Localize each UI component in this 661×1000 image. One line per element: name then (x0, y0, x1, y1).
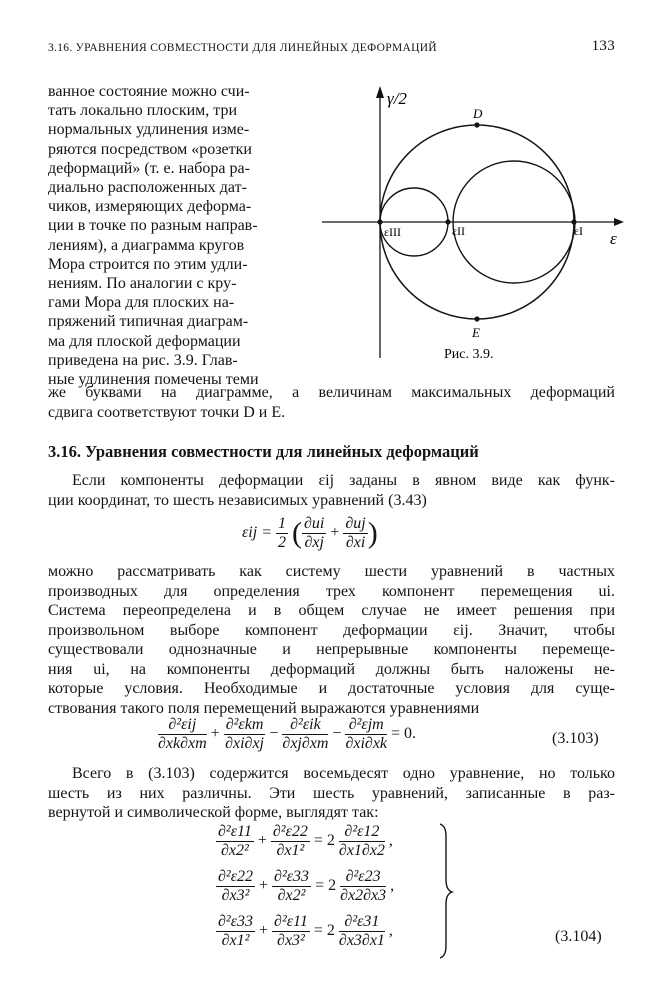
text-line: Мора строится по этим удли- (48, 255, 248, 273)
label-e: E (472, 325, 480, 340)
figure-caption: Рис. 3.9. (444, 347, 494, 362)
system-brace (436, 822, 456, 960)
text-line: ные удлинения помечены теми (48, 371, 259, 389)
text-line: деформаций» (т. е. набора ра- (48, 159, 250, 177)
page-number: 133 (591, 38, 615, 54)
text-line: шесть из них различны. Эти шесть уравнений, записанные в раз- (48, 784, 615, 802)
text-line: же буквами на диаграмме, а величинам максимальных деформаций (48, 384, 615, 401)
text-line: ма для плоской деформации (48, 332, 241, 350)
text-line: ции в точке по разным направ- (48, 217, 258, 235)
equation-number-3-104: (3.104) (555, 928, 602, 945)
text-line: ния ui, на компоненты деформаций должны быть наложены не- (48, 660, 615, 678)
label-d: D (473, 106, 483, 121)
point-d (474, 122, 479, 127)
equation-3-104-row-1: $\frac{\text{∂²ε11}}{\text{∂x2²}}$ + $\frac{\text{∂²ε22}}{\text{∂x1²}}$ = 2 $\frac{\text{∂²ε12}}{\partial x1\partial x2}$ , (218, 823, 393, 859)
text-line: тать локально плоским, три (48, 102, 238, 120)
text-line: нениям. По аналогии с кру- (48, 275, 237, 293)
continued-paragraph (48, 383, 615, 422)
text-line: ванное состояние можно счи- (48, 83, 250, 100)
text-line: Система переопределена и в общем случае не имеет решения при (48, 602, 615, 619)
running-header (48, 38, 615, 60)
paragraph-3 (48, 764, 615, 823)
text-line: ряются посредством «розетки (48, 140, 252, 158)
label-e2: εII (452, 224, 466, 238)
text-line: можно рассматривать как систему шести уравнений в частных (48, 563, 615, 580)
text-line: производных для определения трех компонент перемещения ui. (48, 582, 615, 600)
equation-number-3-103: (3.103) (552, 730, 599, 747)
text-line: Если компоненты деформации εij заданы в явном виде как функ- (72, 472, 615, 489)
paragraph-2 (48, 562, 615, 718)
text-line: вернутой и символической форме, выглядят так: (48, 804, 379, 821)
text-line: гами Мора для плоских на- (48, 294, 235, 312)
point-e3 (377, 219, 382, 224)
text-line: существовали однозначные и непрерывные компоненты перемеще- (48, 641, 615, 658)
x-axis-arrow (614, 218, 624, 226)
wrapped-paragraph (48, 82, 303, 389)
equation-3-43: εij = $\frac{1}{2}$ ( $\frac{\partial ui}{\partial xj}$ + $\frac{\partial uj}{\partial xi}$ ) (242, 515, 378, 551)
text-line: произвольном выборе компонент деформации εij. Значит, чтобы (48, 621, 615, 639)
text-line: диально расположенных дат- (48, 179, 247, 197)
equation-3-104-row-2: $\frac{\text{∂²ε22}}{\text{∂x3²}}$ + $\frac{\text{∂²ε33}}{\text{∂x2²}}$ = 2 $\frac{\text{∂²ε23}}{\partial x2\partial x3}$ , (218, 868, 395, 904)
label-e3: εIII (384, 225, 402, 239)
text-line: которые условия. Необходимые и достаточные условия для суще- (48, 680, 615, 697)
equation-3-103: $\frac{\text{∂²εij}}{\partial xk\partial xm}$ + $\frac{\text{∂²εkm}}{\partial xi\partial xj}$ − $\frac{\text{∂²εik}}{\partial xj\partial xm}$ − $\frac{\text{∂²εjm}}{\partial xi\partial xk}$ = 0. (158, 716, 417, 752)
paragraph-1 (48, 471, 615, 510)
text-line: чиков, измеряющих деформа- (48, 198, 252, 216)
y-axis-label: γ/2 (387, 89, 407, 108)
point-e (474, 316, 479, 321)
text-line: ствования такого поля перемещений выражаются уравнениями (48, 699, 480, 717)
eq-lhs: εij = (242, 524, 272, 542)
text-line: лениям), а диаграмма кругов (48, 236, 245, 254)
text-line: приведена на рис. 3.9. Глав- (48, 351, 238, 369)
label-e1: εI (574, 224, 584, 238)
text-line: ции координат, то шесть независимых уравнений (3.43) (48, 491, 427, 509)
fraction-dui-dxj: $\frac{\partial ui}{\partial xj}$ (304, 515, 325, 551)
y-axis-arrow (376, 86, 384, 98)
x-axis-label: ε (610, 229, 617, 248)
equation-3-104-row-3: $\frac{\text{∂²ε33}}{\text{∂x1²}}$ + $\frac{\text{∂²ε11}}{\text{∂x3²}}$ = 2 $\frac{\text{∂²ε31}}{\partial x3\partial x1}$ , (218, 913, 393, 949)
text-line: нормальных удлинения изме- (48, 121, 250, 139)
section-title: 3.16. Уравнения совместности для линейных деформаций (48, 442, 479, 461)
text-line: Всего в (3.103) содержится восемьдесят одно уравнение, но только (72, 765, 615, 782)
text-line: пряжений типичная диаграм- (48, 313, 249, 331)
point-e2 (445, 219, 450, 224)
fraction-duj-dxi: $\frac{\partial uj}{\partial xi}$ (345, 515, 366, 551)
running-title: 3.16. УРАВНЕНИЯ СОВМЕСТНОСТИ ДЛЯ ЛИНЕЙНЫХ ДЕФОРМАЦИЙ (48, 42, 437, 54)
text-line: сдвига соответствуют точки D и E. (48, 403, 286, 421)
fraction-half: $\frac{1}{2}$ (278, 515, 286, 551)
mohr-circle-figure (318, 78, 628, 368)
